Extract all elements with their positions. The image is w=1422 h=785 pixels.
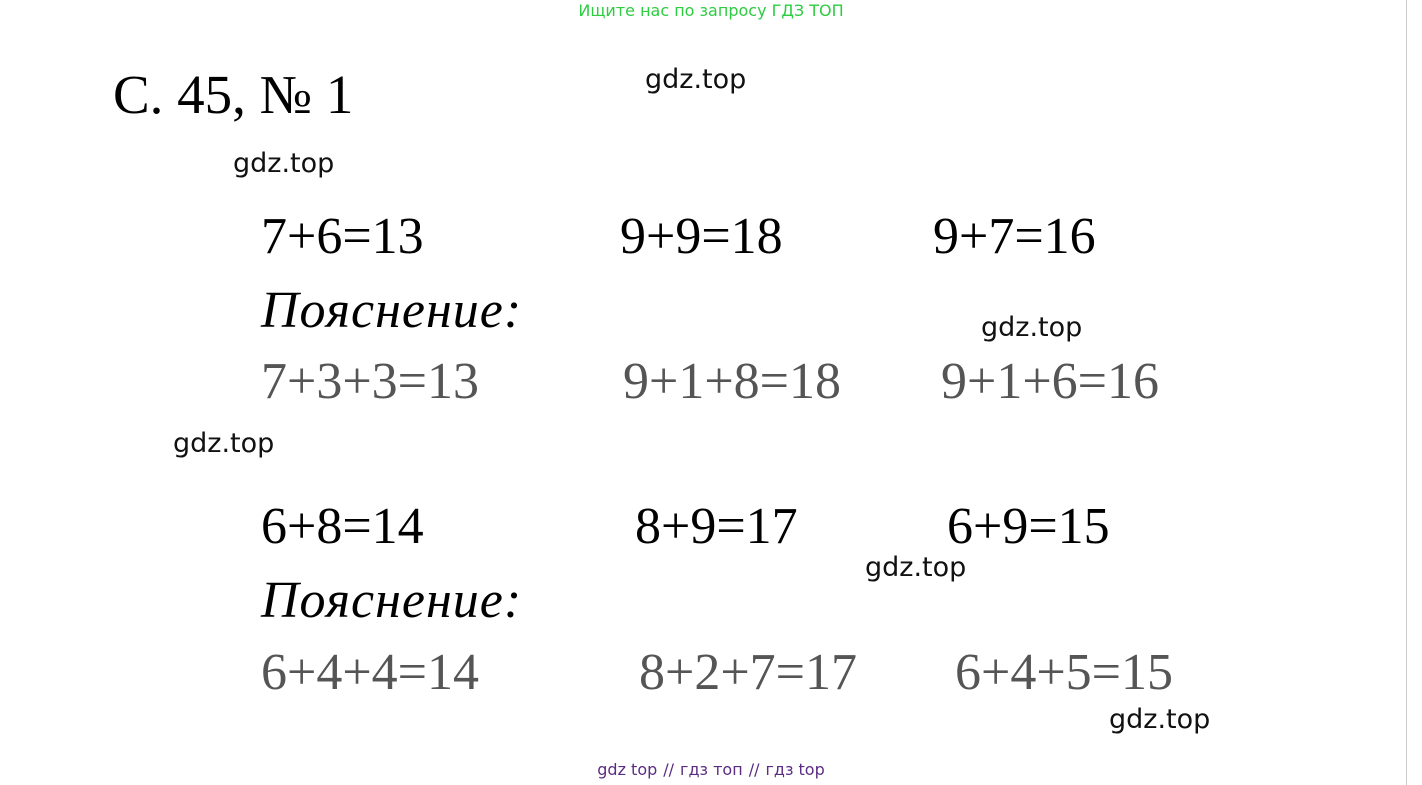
watermark: gdz.top [981,312,1083,343]
footer-link[interactable]: gdz top [597,760,658,779]
right-border-line [1406,0,1407,785]
explanation: 9+1+6=16 [941,353,1159,410]
page-title: С. 45, № 1 [113,64,354,125]
explanation-label: Пояснение: [261,282,523,339]
equation: 7+6=13 [261,208,424,265]
explanation: 9+1+8=18 [623,353,841,410]
equation: 9+9=18 [620,208,783,265]
equation: 6+9=15 [947,498,1110,555]
footer-separator: // [663,760,675,779]
equation: 8+9=17 [635,498,798,555]
watermark: gdz.top [645,64,747,95]
footer-link[interactable]: гдз top [765,760,825,779]
watermark: gdz.top [1109,704,1211,735]
footer-link[interactable]: гдз топ [680,760,743,779]
explanation: 7+3+3=13 [261,353,479,410]
explanation-label: Пояснение: [261,572,523,629]
search-banner: Ищите нас по запросу ГДЗ ТОП [578,1,844,20]
watermark: gdz.top [865,552,967,583]
explanation: 6+4+5=15 [955,644,1173,701]
equation: 9+7=16 [933,208,1096,265]
watermark: gdz.top [233,148,335,179]
explanation: 6+4+4=14 [261,644,479,701]
equation: 6+8=14 [261,498,424,555]
footer-separator: // [748,760,760,779]
footer-links [0,760,1422,779]
watermark: gdz.top [173,428,275,459]
explanation: 8+2+7=17 [639,644,857,701]
